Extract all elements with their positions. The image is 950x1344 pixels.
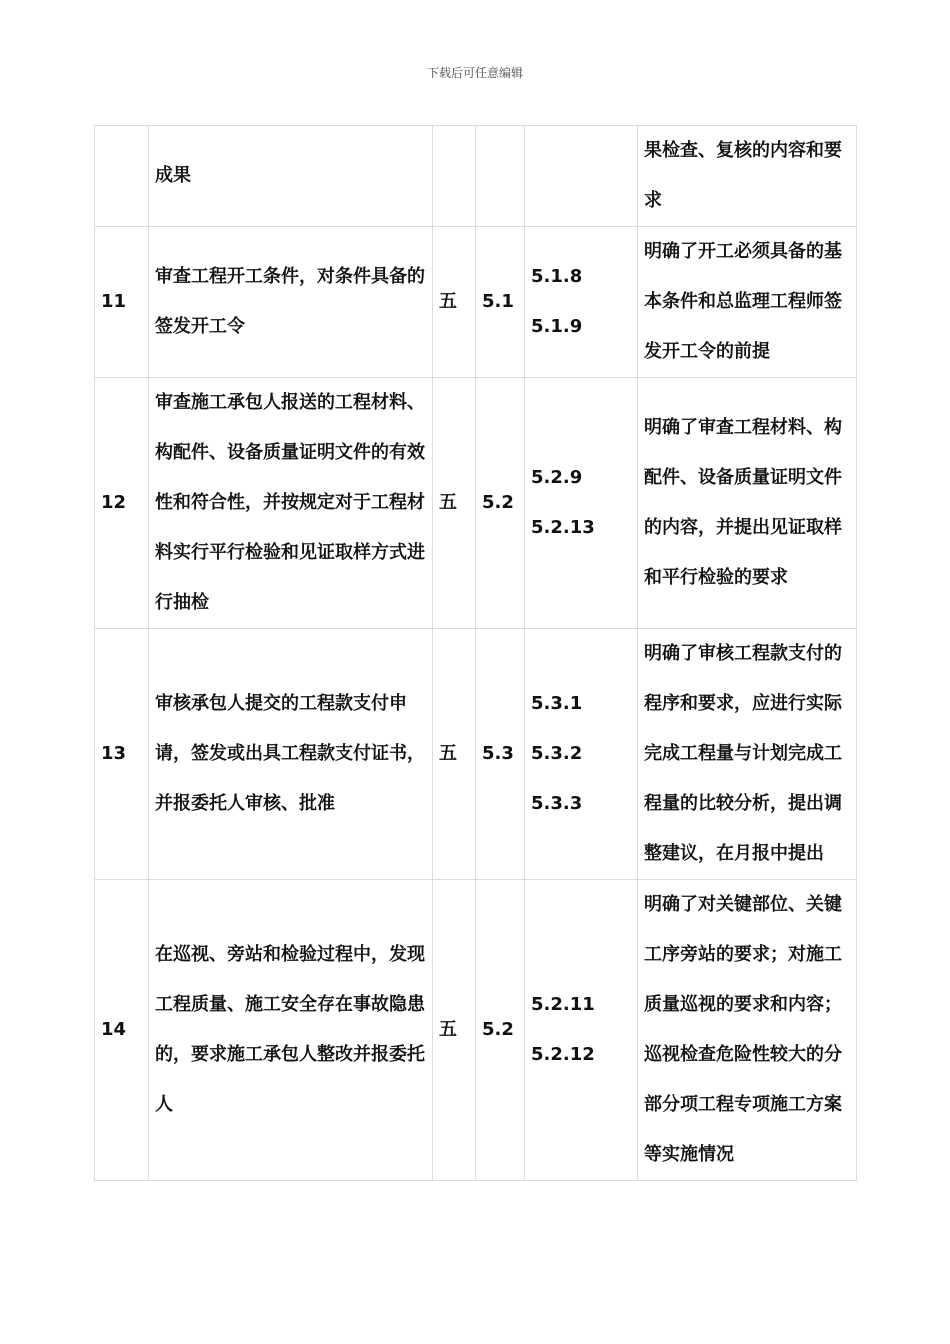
note-text: 明确了对关键部位、关键工序旁站的要求；对施工质量巡视的要求和内容；巡视检查危险性较大的分部分项工程专项施工方案等实施情况 xyxy=(638,880,857,1181)
clause-number: 5.3.3 xyxy=(531,793,583,814)
chapter-cell xyxy=(433,126,476,227)
table-row xyxy=(95,126,857,227)
row-number xyxy=(95,126,149,227)
row-number: 13 xyxy=(95,629,149,880)
clause-number: 5.2.13 xyxy=(531,517,595,538)
section-cell: 5.2 xyxy=(476,378,525,629)
clause-number: 5.2.11 xyxy=(531,994,595,1015)
chapter-cell: 五 xyxy=(433,227,476,378)
clause-number: 5.2.12 xyxy=(531,1044,595,1065)
clause-cell xyxy=(525,126,638,227)
note-text: 明确了审核工程款支付的程序和要求，应进行实际完成工程量与计划完成工程量的比较分析，提出调整建议，在月报中提出 xyxy=(638,629,857,880)
clause-number: 5.3.1 xyxy=(531,693,583,714)
section-cell: 5.1 xyxy=(476,227,525,378)
clause-number: 5.1.9 xyxy=(531,316,583,337)
clause-number: 5.1.8 xyxy=(531,266,583,287)
duty-text: 审查施工承包人报送的工程材料、构配件、设备质量证明文件的有效性和符合性，并按规定对于工程材料实行平行检验和见证取样方式进行抽检 xyxy=(149,378,433,629)
clause-number: 5.3.2 xyxy=(531,743,583,764)
duty-table xyxy=(94,125,857,1181)
clause-cell xyxy=(525,880,638,1181)
table-row xyxy=(95,227,857,378)
clause-cell xyxy=(525,378,638,629)
duty-text: 审查工程开工条件，对条件具备的签发开工令 xyxy=(149,227,433,378)
clause-number: 5.2.9 xyxy=(531,467,583,488)
clause-cell xyxy=(525,227,638,378)
row-number: 14 xyxy=(95,880,149,1181)
duty-text: 成果 xyxy=(149,126,433,227)
duty-text: 在巡视、旁站和检验过程中，发现工程质量、施工安全存在事故隐患的，要求施工承包人整改并报委托人 xyxy=(149,880,433,1181)
note-text: 果检查、复核的内容和要求 xyxy=(638,126,857,227)
section-cell xyxy=(476,126,525,227)
table-row xyxy=(95,880,857,1181)
row-number: 12 xyxy=(95,378,149,629)
duty-text: 审核承包人提交的工程款支付申请，签发或出具工程款支付证书，并报委托人审核、批准 xyxy=(149,629,433,880)
section-cell: 5.2 xyxy=(476,880,525,1181)
note-text: 明确了开工必须具备的基本条件和总监理工程师签发开工令的前提 xyxy=(638,227,857,378)
clause-cell xyxy=(525,629,638,880)
section-cell: 5.3 xyxy=(476,629,525,880)
note-text: 明确了审查工程材料、构配件、设备质量证明文件的内容，并提出见证取样和平行检验的要求 xyxy=(638,378,857,629)
row-number: 11 xyxy=(95,227,149,378)
table-row xyxy=(95,629,857,880)
chapter-cell: 五 xyxy=(433,629,476,880)
page-header: 下载后可任意编辑 xyxy=(426,66,523,80)
chapter-cell: 五 xyxy=(433,880,476,1181)
table-row xyxy=(95,378,857,629)
chapter-cell: 五 xyxy=(433,378,476,629)
